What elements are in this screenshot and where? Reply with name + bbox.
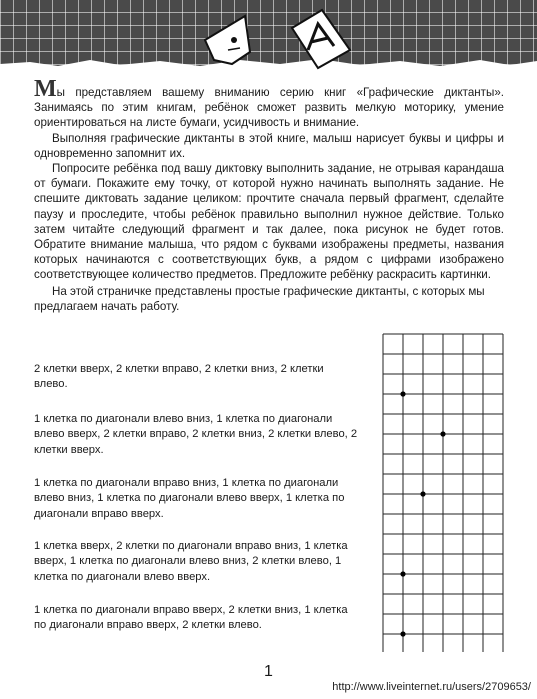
task-2: 1 клетка по диагонали влево вниз, 1 клетка по диагонали влево вверх, 2 клетки вправо, 2 клетки вниз, 2 клетки влево, 2 клетки вверх.: [34, 413, 358, 456]
intro-text: [34, 76, 504, 283]
letter-a-icon: [292, 10, 350, 68]
start-point: [400, 391, 405, 396]
task-3: 1 клетка по диагонали вправо вниз, 1 клетка по диагонали влево вниз, 1 клетка по диагонали влево вверх, 1 клетка по диагонали вправо вверх.: [34, 477, 345, 520]
intro-paragraph-3: Попросите ребёнка под вашу диктовку выполнить задание, не отрывая карандаша от бумаги. Покажите ему точку, от которой нужно начинать выполнять задание. Не спешите диктовать задание целиком: прочтите сначала первый фрагмент, сделайте паузу и проследите, чтобы ребёнок правильно выполнил нужное действие. Только затем читайте следующий фрагмент и так далее, пока рисунок не будет готов. Обратите внимание малыша, что рядом с буквами изображены предметы, названия которых начинаются с соответствующих букв, а рядом с цифрами изображено соответствующее количество предметов. Предложите ребёнку раскрасить картинки.: [34, 162, 504, 282]
dictation-grid: [381, 332, 505, 657]
task-1: 2 клетки вверх, 2 клетки вправо, 2 клетки вниз, 2 клетки влево.: [34, 363, 324, 391]
cat-icon: [205, 16, 250, 64]
header-illustration: [0, 0, 537, 78]
task-5: 1 клетка по диагонали вправо вверх, 2 клетки вниз, 1 клетка по диагонали вправо вверх, 2 клетки влево.: [34, 604, 348, 632]
start-point: [440, 431, 445, 436]
lead-paragraph: На этой страничке представлены простые графические диктанты, с которых мы предлагаем начать работу.: [34, 285, 485, 314]
drop-cap: М: [34, 76, 57, 102]
start-point: [400, 571, 405, 576]
intro-paragraph-1: [34, 76, 504, 131]
watermark-url: http://www.liveinternet.ru/users/2709653/: [332, 681, 531, 693]
page-number: 1: [264, 663, 273, 680]
header-banner: [0, 0, 537, 78]
task-4: 1 клетка вверх, 2 клетки по диагонали вправо вниз, 1 клетка вверх, 1 клетка по диагонали влево вниз, 2 клетки влево, 1 клетка по диагонали влево вверх.: [34, 540, 348, 583]
start-point: [400, 631, 405, 636]
start-point: [420, 491, 425, 496]
intro-paragraph-1-text: ы представляем вашему вниманию серию книг «Графические диктанты». Занимаясь по этим книгам, ребёнок сможет развить мелкую моторику, умение ориентироваться на листе бумаги, усидчивость и внимание.: [34, 86, 504, 130]
grid-paper: [381, 332, 505, 652]
intro-paragraph-2: Выполняя графические диктанты в этой книге, малыш нарисует буквы и цифры и одновременно запомнит их.: [34, 131, 504, 160]
